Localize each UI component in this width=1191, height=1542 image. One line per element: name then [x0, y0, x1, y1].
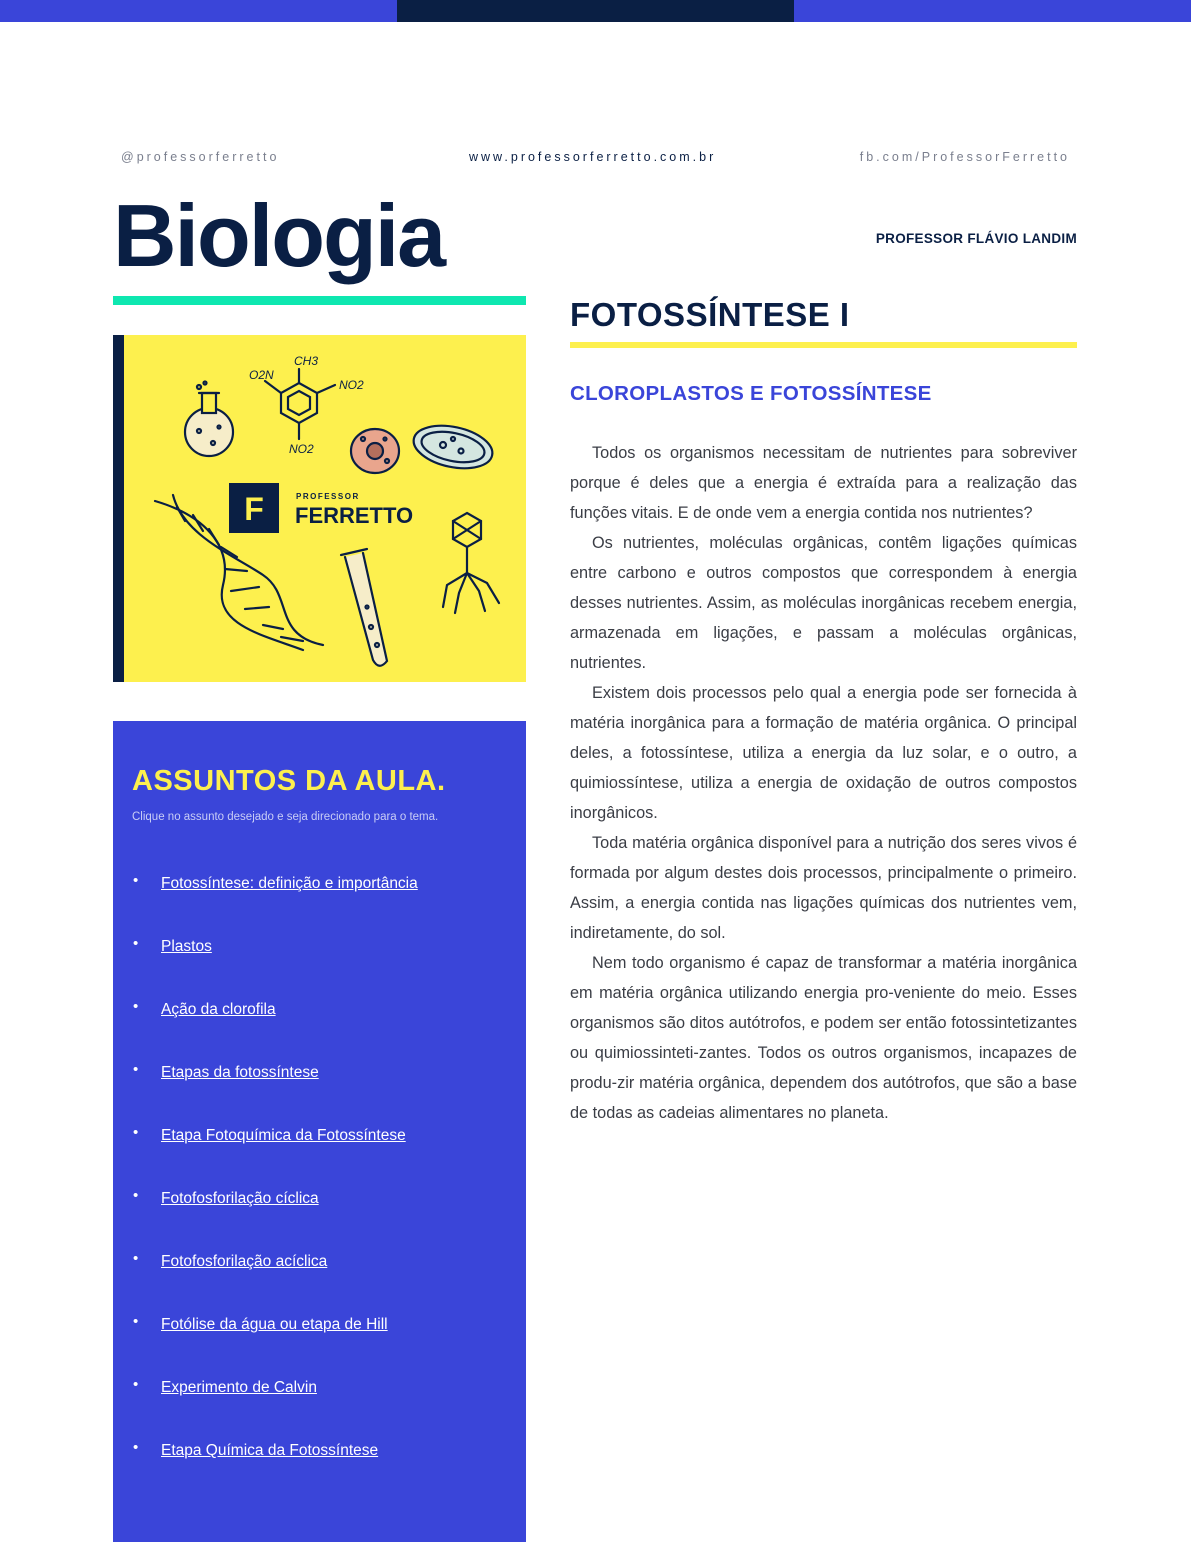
bullet-icon: •	[133, 1439, 139, 1456]
bullet-icon: •	[133, 1376, 139, 1393]
topics-panel	[113, 721, 526, 1542]
bullet-icon: •	[133, 998, 139, 1015]
logo-big-text: FERRETTO	[295, 503, 414, 528]
paragraph: Os nutrientes, moléculas orgânicas, contêm ligações químicas entre carbono e outros compostos que correspondem à energia desses nutrientes. Assim, as moléculas inorgânicas recebem energia, armazenada em ligações, e passam a moléculas orgânicas, nutrientes.	[570, 534, 1077, 672]
instagram-handle[interactable]: @professorferretto	[121, 150, 280, 164]
bullet-icon: •	[133, 1061, 139, 1078]
title-underline	[113, 296, 526, 305]
formula-no2-right: NO2	[339, 378, 364, 392]
test-tube-icon	[341, 549, 387, 666]
logo-letter: F	[244, 491, 264, 527]
molecule-icon	[265, 369, 335, 439]
topic-link[interactable]: Plastos	[161, 938, 212, 955]
ferretto-logo	[229, 483, 413, 533]
topic-link[interactable]: Etapas da fotossíntese	[161, 1064, 319, 1081]
cell-icon	[351, 429, 399, 473]
bullet-icon: •	[133, 935, 139, 952]
section-underline	[570, 342, 1077, 348]
top-bar-right	[794, 0, 1191, 22]
formula-ch3: CH3	[294, 354, 319, 368]
topics-title: ASSUNTOS DA AULA.	[132, 765, 446, 797]
science-doodles	[113, 335, 526, 682]
bullet-icon: •	[133, 1250, 139, 1267]
bullet-icon: •	[133, 1187, 139, 1204]
top-bar-center	[397, 0, 794, 22]
virus-icon	[443, 513, 499, 613]
body-text	[570, 438, 1077, 1128]
paragraph: Nem todo organismo é capaz de transformar a matéria inorgânica em matéria orgânica utilizando energia pro-veniente do meio. Esses organismos são ditos autótrofos, e podem ser então fotossintetizantes ou quimiossinteti-zantes. Todos os outros organismos, incapazes de produ-zir matéria orgânica, dependem dos autótrofos, que são a base de todas as cadeias alimentares no planeta.	[570, 954, 1077, 1122]
website-link[interactable]: www.professorferretto.com.br	[469, 150, 717, 164]
topic-link[interactable]: Ação da clorofila	[161, 1001, 276, 1018]
professor-name: PROFESSOR FLÁVIO LANDIM	[875, 231, 1077, 246]
paragraph: Toda matéria orgânica disponível para a nutrição dos seres vivos é formada por algum destes dois processos, principalmente o primeiro. Assim, a energia contida nas ligações químicas dos nutrientes vem, indiretamente, do sol.	[570, 834, 1077, 942]
topics-subtitle: Clique no assunto desejado e seja direcionado para o tema.	[132, 811, 439, 823]
paragraph: Todos os organismos necessitam de nutrientes para sobreviver porque é deles que a energia é extraída para a realização das funções vitais. E de onde vem a energia contida nos nutrientes?	[570, 444, 1077, 522]
topic-link[interactable]: Fotossíntese: definição e importância	[161, 875, 418, 892]
topic-link[interactable]: Fotofosforilação cíclica	[161, 1190, 319, 1207]
formula-no2-bottom: NO2	[289, 442, 314, 456]
topic-link[interactable]: Etapa Química da Fotossíntese	[161, 1442, 379, 1459]
topic-link[interactable]: Experimento de Calvin	[161, 1379, 317, 1396]
facebook-link[interactable]: fb.com/ProfessorFerretto	[859, 150, 1070, 164]
page-title: Biologia	[113, 186, 445, 285]
topic-link[interactable]: Etapa Fotoquímica da Fotossíntese	[161, 1127, 406, 1144]
logo-small-text: PROFESSOR	[296, 492, 360, 501]
hero-illustration	[113, 335, 526, 682]
topic-link[interactable]: Fotólise da água ou etapa de Hill	[161, 1316, 388, 1333]
bullet-icon: •	[133, 1313, 139, 1330]
formula-no2-left: O2N	[249, 368, 274, 382]
bullet-icon: •	[133, 1124, 139, 1141]
top-bar-left	[0, 0, 397, 22]
petri-dish-icon	[410, 419, 497, 475]
flask-icon	[185, 382, 233, 457]
section-subheading: CLOROPLASTOS E FOTOSSÍNTESE	[570, 382, 932, 405]
section-title: FOTOSSÍNTESE I	[570, 296, 850, 333]
paragraph: Existem dois processos pelo qual a energia pode ser fornecida à matéria inorgânica para a formação de matéria orgânica. O principal deles, a fotossíntese, utiliza a energia da luz solar, e o outro, a quimiossíntese, utiliza a energia de oxidação de outros compostos inorgânicos.	[570, 684, 1077, 822]
topic-link[interactable]: Fotofosforilação acíclica	[161, 1253, 328, 1270]
bullet-icon: •	[133, 872, 139, 889]
